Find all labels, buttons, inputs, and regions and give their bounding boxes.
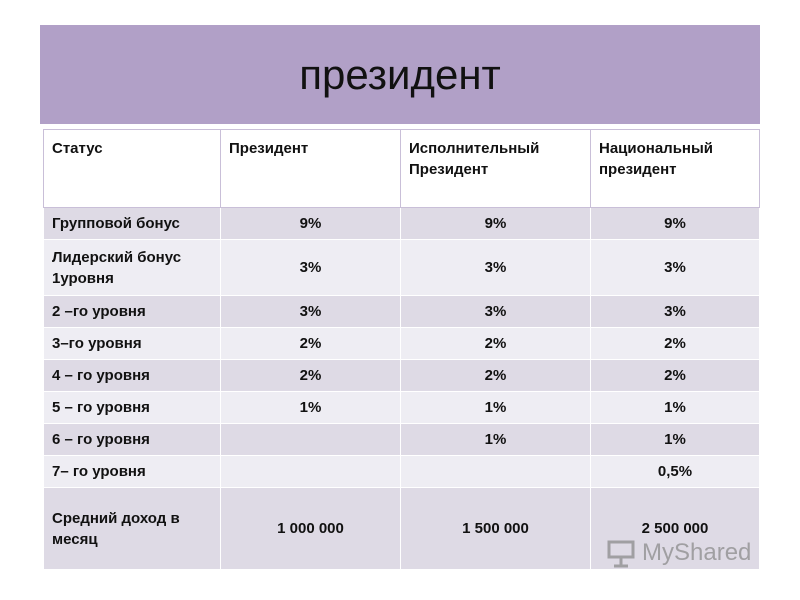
table-cell: 0,5% [591,456,760,488]
bonus-table [43,129,760,570]
table-cell: 9% [591,208,760,240]
watermark [606,538,751,568]
table-row [44,456,760,488]
title-banner [40,25,760,124]
header-cell: Исполнительный Президент [401,130,591,208]
row-label: Средний доход в месяц [44,488,221,570]
table-cell: 2% [591,360,760,392]
row-label: Лидерский бонус 1уровня [44,240,221,296]
table-cell: 2% [221,360,401,392]
header-cell: Статус [44,130,221,208]
table-cell: 2% [591,328,760,360]
table-cell: 1% [591,424,760,456]
table-row [44,360,760,392]
table-cell [401,456,591,488]
table-cell: 3% [591,240,760,296]
table-row [44,208,760,240]
table-cell: 2% [401,360,591,392]
row-label: 5 – го уровня [44,392,221,424]
table-cell: 3% [591,296,760,328]
header-cell: Президент [221,130,401,208]
row-label: 7– го уровня [44,456,221,488]
table-row [44,424,760,456]
table-row [44,392,760,424]
table-cell: 3% [221,240,401,296]
table-cell: 1% [221,392,401,424]
table-cell: 1% [401,392,591,424]
table-cell: 2% [401,328,591,360]
table-cell: 2% [221,328,401,360]
table-cell: 9% [401,208,591,240]
presentation-board-icon [606,538,636,568]
header-cell: Национальный президент [591,130,760,208]
page-title: президент [299,50,501,98]
table-cell: 1 000 000 [221,488,401,570]
table-cell: 1% [591,392,760,424]
table-cell: 9% [221,208,401,240]
table-row [44,296,760,328]
table-header-row [44,130,760,208]
table-cell: 1% [401,424,591,456]
table-cell: 2 500 000 [591,488,760,570]
table-row [44,328,760,360]
row-label: 3–го уровня [44,328,221,360]
row-label: Групповой бонус [44,208,221,240]
row-label: 6 – го уровня [44,424,221,456]
table-row [44,240,760,296]
row-label: 2 –го уровня [44,296,221,328]
watermark-text: MyShared [642,539,752,566]
table-cell: 3% [221,296,401,328]
table-cell: 1 500 000 [401,488,591,570]
row-label: 4 – го уровня [44,360,221,392]
table-cell: 3% [401,296,591,328]
table-cell [221,424,401,456]
table-cell: 3% [401,240,591,296]
table-cell [221,456,401,488]
